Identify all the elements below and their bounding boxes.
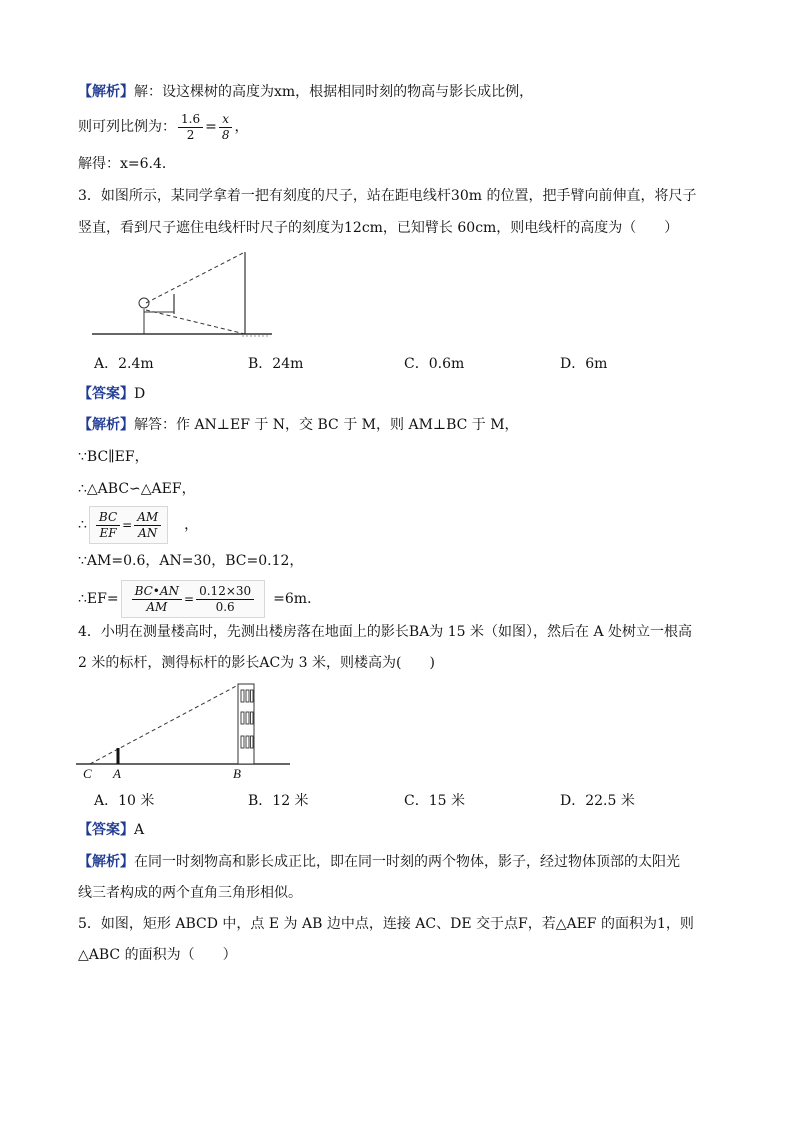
q3-stem-line2: 竖直，看到尺子遮住电线杆时尺子的刻度为12cm，已知臂长 60cm，则电线杆的高度为（ ） <box>78 220 679 236</box>
q3-ratio-left-num: BC <box>96 510 120 526</box>
q2-result: 解得：x=6.4． <box>78 156 176 172</box>
q3-answer: D <box>134 386 146 402</box>
q2-frac1-num: 1.6 <box>178 112 203 128</box>
q2-analysis-text: 解：设这棵树的高度为xm，根据相同时刻的物高与影长成比例， <box>134 84 534 100</box>
q5-stem-line1: 5．如图，矩形 ABCD 中，点 E 为 AB 边中点，连接 AC、DE 交于点F，若△AEF 的面积为1，则 <box>78 916 694 932</box>
q2-analysis-line <box>78 82 533 102</box>
q2-proportion-prefix: 则可列比例为： <box>78 119 176 135</box>
q2-frac2-num: x <box>219 112 233 128</box>
q4-option-c: C．15 米 <box>404 793 465 809</box>
q3-answer-line <box>78 384 145 404</box>
q3-therefore: ∴ <box>78 517 87 533</box>
q3-ratio-right <box>134 510 161 541</box>
q4-option-b: B．12 米 <box>248 793 309 809</box>
q3-option-b: B．24m <box>248 356 304 372</box>
q4-label-c: C <box>83 766 92 781</box>
q4-stem-line1: 4．小明在测量楼高时，先测出楼房落在地面上的影长BA为 15 米（如图），然后在 A 处树立一根高 <box>78 624 693 640</box>
q3-figure <box>92 248 282 340</box>
answer-tag: 【答案】 <box>78 386 134 402</box>
q3-analysis-l1: 解答：作 AN⊥EF 于 N，交 BC 于 M，则 AM⊥BC 于 M， <box>134 417 519 433</box>
q3-ratio-suffix: ， <box>170 517 199 533</box>
q3-ef-frac2-den: 0.6 <box>215 600 235 614</box>
q2-proportion-suffix: ， <box>234 119 249 135</box>
answer-tag: 【答案】 <box>78 822 134 838</box>
q4-figure <box>76 678 296 782</box>
q4-option-a: A．10 米 <box>94 793 155 809</box>
q4-analysis-l1: 在同一时刻物高和影长成正比，即在同一时刻的两个物体，影子，经过物体顶部的太阳光 <box>134 854 680 870</box>
q4-label-b: B <box>233 766 241 781</box>
q2-frac2-den: 8 <box>221 127 230 142</box>
q4-answer-line <box>78 820 144 840</box>
analysis-tag: 【解析】 <box>78 84 134 100</box>
q3-ef-frac1 <box>132 584 182 615</box>
q4-stem-line2: 2 米的标杆，测得标杆的影长AC为 3 米，则楼高为( ) <box>78 655 435 671</box>
q2-fraction-1 <box>178 112 203 143</box>
q3-ef-frac1-num: BC•AN <box>132 584 182 600</box>
q5-stem-line2: △ABC 的面积为（ ） <box>78 947 237 963</box>
q4-analysis-line1 <box>78 852 680 872</box>
q4-analysis-line2: 线三者构成的两个直角三角形相似。 <box>78 885 302 901</box>
q3-analysis-line5: ∵AM=0.6，AN=30，BC=0.12， <box>78 553 304 569</box>
q3-sight-line-bottom <box>146 310 245 334</box>
q3-analysis-line3: ∴△ABC∽△AEF， <box>78 481 196 497</box>
q4-sun-ray <box>90 684 240 764</box>
analysis-tag: 【解析】 <box>78 854 134 870</box>
q3-ratio-line <box>78 506 198 544</box>
q3-ratio-left <box>96 510 120 541</box>
q4-option-d: D．22.5 米 <box>560 793 635 809</box>
q3-head <box>139 298 149 308</box>
q2-fraction-2 <box>219 112 233 143</box>
q3-ratio-right-den: AN <box>138 526 158 540</box>
q3-option-c: C．0.6m <box>404 356 465 372</box>
q3-option-d: D．6m <box>560 356 608 372</box>
q3-ef-frac2-num: 0.12×30 <box>196 584 254 600</box>
q2-frac1-den: 2 <box>186 127 195 142</box>
q2-proportion-line <box>78 110 248 144</box>
q3-stem-line1: 3．如图所示，某同学拿着一把有刻度的尺子，站在距电线杆30m 的位置，把手臂向前伸直，将尺子 <box>78 188 697 204</box>
q3-analysis-line1 <box>78 415 519 435</box>
q3-ratio-fractions: $\frac{BC}{EF}$ = $\frac{AM}{AN}$ <box>89 506 168 544</box>
q3-ef-suffix: =6m． <box>273 591 322 607</box>
q3-analysis-line2: ∵BC∥EF， <box>78 449 149 465</box>
q4-label-a: A <box>113 766 121 781</box>
q2-eq: = <box>205 119 217 135</box>
q3-ef-frac1-den: AM <box>146 600 168 614</box>
analysis-tag: 【解析】 <box>78 417 134 433</box>
q3-ef-frac2 <box>196 584 254 615</box>
q3-option-a: A．2.4m <box>94 356 154 372</box>
q3-sight-line-top <box>146 252 245 303</box>
q3-ratio-left-den: EF <box>99 526 117 540</box>
q3-ef-prefix: ∴EF= <box>78 591 119 607</box>
q4-answer: A <box>134 822 145 838</box>
q3-ef-line <box>78 580 321 618</box>
q3-ef-fractions: $\frac{BC•AN}{AM}$ = $\frac{0.12\times 30}{0.6}$ <box>121 580 266 618</box>
q3-ratio-right-num: AM <box>134 510 161 526</box>
